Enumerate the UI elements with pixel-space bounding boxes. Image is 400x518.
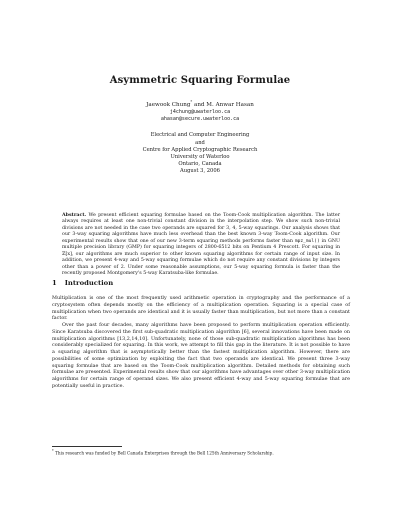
paragraph-1: Multiplication is one of the most frequently used arithmetic operation in cryptography and the performance of a cryptosystem often depends mostly on the efficiency of a multiplication operation. Squaring is a special case of multiplication when two operands are identical and it is usually faster than multiplication, but not more than a constant factor.	[52, 295, 350, 322]
footnote	[52, 449, 352, 456]
author-first: Jaewook Chung	[146, 101, 191, 108]
section-title: Introduction	[64, 279, 114, 287]
author-block	[0, 100, 400, 176]
abstract-label: Abstract.	[62, 213, 87, 218]
abstract-text-2: in GNU multiple precision library (GMP) for squaring integers of 2800-6512 bits on Pentium 4 Prescott. For squaring in ℤ[x], our algorithms are much superior to other known squaring algorithms for certain range of input size. In addition, we present 4-way and 5-way squaring formulae which do not require any constant divisions by integers other than a power of 2. Under some reasonable assumptions, our 5-way squaring formula is faster than the recently proposed Montgomery's 5-way Karatsuba-like formulae.	[62, 238, 340, 277]
author-footnote-mark: *	[190, 100, 193, 104]
affiliation-line-5: Ontario, Canada	[178, 161, 222, 168]
paper-date: August 3, 2006	[180, 168, 220, 175]
footnote-mark: *	[52, 449, 54, 453]
affiliation-line-4: University of Waterloo	[170, 153, 230, 160]
abstract-text-1: We present efficient squaring formulae based on the Toom-Cook multiplication algorithm. The latter always requires at least one non-trivial constant division in the interpolation step. We show such non-trivial divisions are not needed in the case two operands are squared for 3, 4, 5-way squarings. Our analysis shows that our 3-way squaring algorithms have much less overhead than the best known 3-way Toom-Cook algorithm. Our experimental results show that one of our new 3-term squaring methods performs faster than	[62, 213, 340, 244]
author-rest: and M. Anwar Hasan	[192, 101, 254, 108]
paragraph-2: Over the past four decades, many algorithms have been proposed to perform multiplication operation efficiently. Since Karatsuba discovered the first sub-quadratic multiplication algorithm [6], several innovations have been made on multiplication algorithms [13,2,14,10]. Unfortunately, none of those sub-quadratic multiplication algorithms has been considerably specialized for squaring. In this work, we attempt to fill this gap in the literature. It is not possible to have a squaring algorithm that is asymptotically better than the fastest multiplication algorithm. However, there are possibilities of some optimization by exploiting the fact that two operands are identical. We present three 3-way squaring formulae that are based on the Toom-Cook multiplication algorithm. Detailed methods for obtaining such formulae are presented. Experimental results show that our algorithms have advantages over other 3-way multiplication algorithms for certain range of operand sizes. We also present efficient 4-way and 5-way squaring formulae that are potentially useful in practice.	[52, 322, 350, 389]
affiliation-line-2: and	[195, 139, 205, 146]
footnote-text: This research was funded by Bell Canada Enterprises through the Bell 125th Anniversary Scholarship.	[53, 450, 274, 456]
abstract	[62, 213, 340, 278]
email-2[interactable]: ahasan@secure.uwaterloo.ca	[160, 116, 240, 123]
footnote-rule	[52, 446, 122, 447]
abstract-code: mpz_mul()	[294, 238, 320, 244]
author-names	[0, 100, 400, 108]
email-1[interactable]: j4chung@uwaterloo.ca	[169, 109, 231, 116]
section-number: 1	[52, 279, 57, 287]
affiliation-line-3: Centre for Applied Cryptographic Research	[142, 146, 258, 153]
section-heading	[52, 279, 113, 287]
introduction-body	[52, 295, 350, 390]
affiliation-line-1: Electrical and Computer Engineering	[150, 132, 250, 139]
paper-title: Asymmetric Squaring Formulae	[109, 75, 291, 86]
